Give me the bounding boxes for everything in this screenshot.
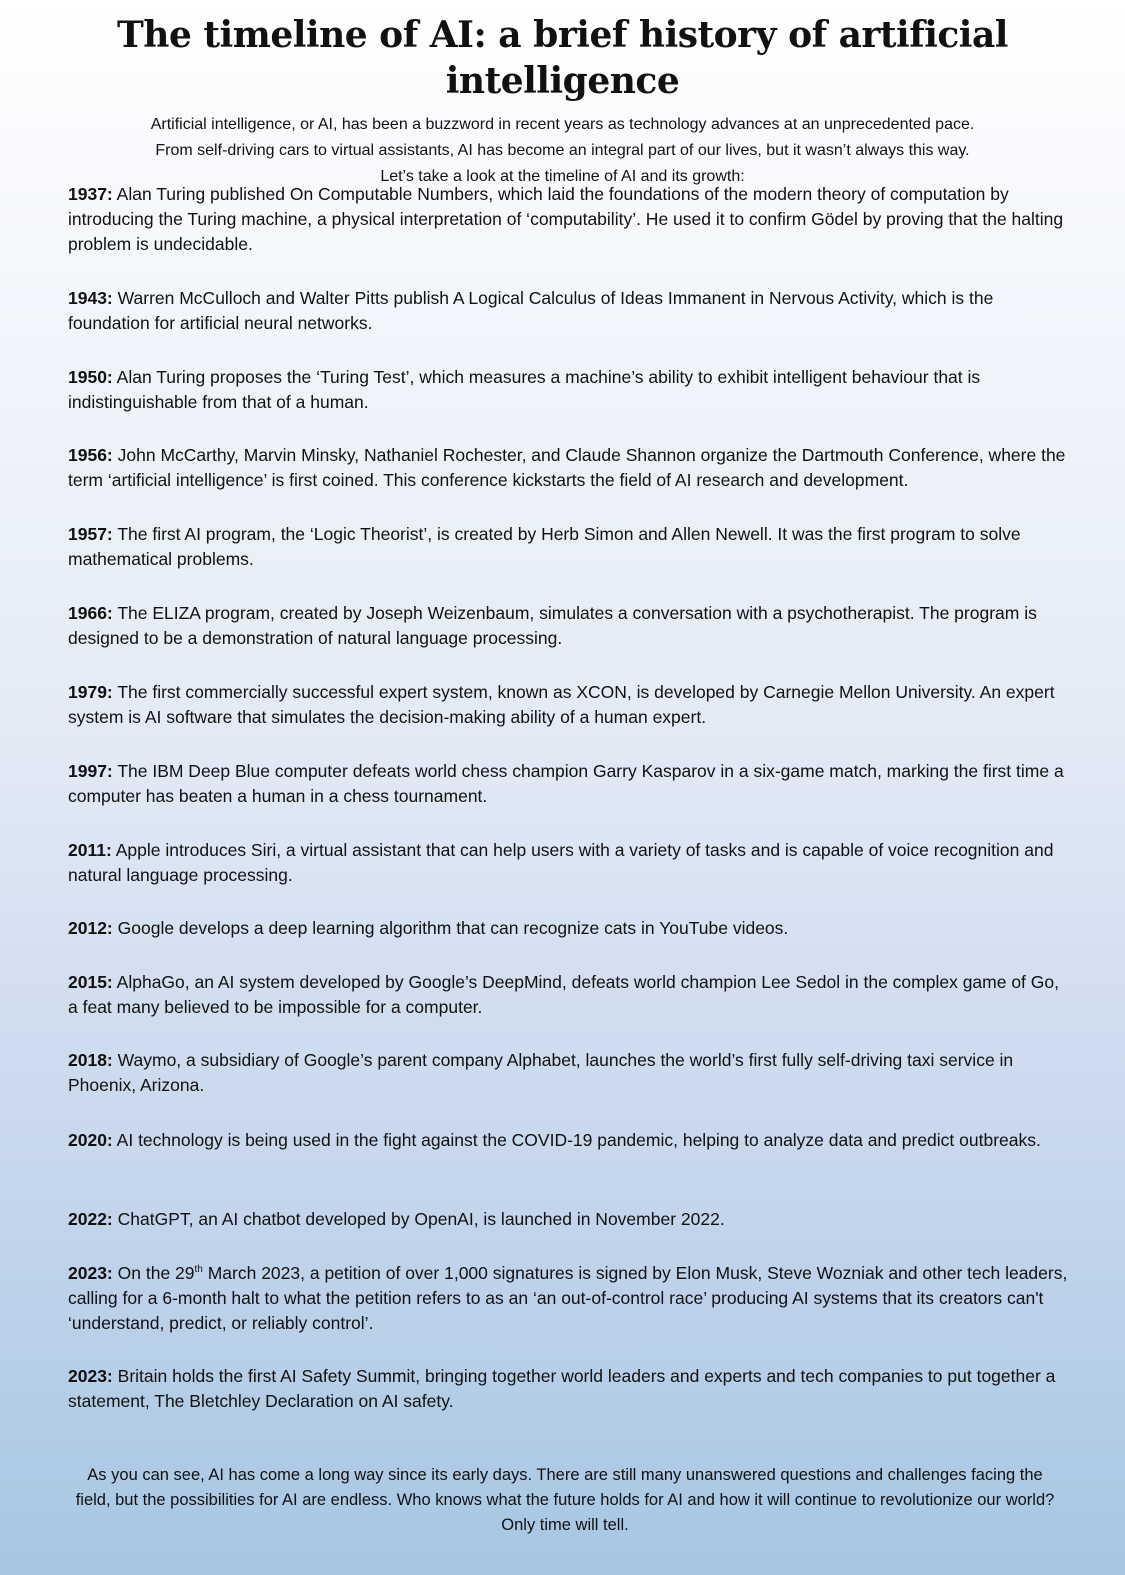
- timeline-entry: [68, 1261, 1068, 1336]
- timeline-year: 2022:: [68, 1209, 113, 1229]
- timeline-text: Waymo, a subsidiary of Google’s parent company Alphabet, launches the world’s first fully self-driving taxi service in Phoenix, Arizona.: [68, 1050, 1014, 1095]
- timeline-text: Warren McCulloch and Walter Pitts publish A Logical Calculus of Ideas Immanent in Nervous Activity, which is the foundation for artificial neural networks.: [68, 288, 994, 333]
- timeline-text: Alan Turing published On Computable Numbers, which laid the foundations of the modern theory of computation by introducing the Turing machine, a physical interpretation of ‘computability’. He used it to confirm Gödel by proving that the halting problem is undecidable.: [68, 184, 1064, 254]
- timeline-text: The IBM Deep Blue computer defeats world chess champion Garry Kasparov in a six-game match, marking the first time a computer has beaten a human in a chess tournament.: [68, 761, 1064, 806]
- timeline-text: Britain holds the first AI Safety Summit, bringing together world leaders and experts and tech companies to put together a statement, The Bletchley Declaration on AI safety.: [68, 1366, 1056, 1411]
- timeline-text: AI technology is being used in the fight against the COVID-19 pandemic, helping to analyze data and predict outbreaks.: [116, 1130, 1041, 1150]
- timeline-text: ChatGPT, an AI chatbot developed by OpenAI, is launched in November 2022.: [117, 1209, 725, 1229]
- timeline-entry: [68, 182, 1068, 257]
- timeline-year: 1943:: [68, 288, 113, 308]
- timeline-text: The first AI program, the ‘Logic Theorist’, is created by Herb Simon and Allen Newell. It was the first program to solve mathematical problems.: [68, 524, 1021, 569]
- timeline-text: John McCarthy, Marvin Minsky, Nathaniel Rochester, and Claude Shannon organize the Dartmouth Conference, where the term ‘artificial intelligence’ is first coined. This conference kickstarts the field of AI research and development.: [68, 445, 1066, 490]
- timeline-text: The ELIZA program, created by Joseph Weizenbaum, simulates a conversation with a psychotherapist. The program is designed to be a demonstration of natural language processing.: [68, 603, 1037, 648]
- timeline-text: AlphaGo, an AI system developed by Google’s DeepMind, defeats world champion Lee Sedol in the complex game of Go, a feat many believed to be impossible for a computer.: [68, 972, 1059, 1017]
- intro-paragraph: [83, 112, 1043, 190]
- timeline-year: 1979:: [68, 682, 113, 702]
- timeline-year: 1997:: [68, 761, 113, 781]
- timeline-year: 2023:: [68, 1366, 113, 1386]
- ordinal-suffix: th: [194, 1264, 203, 1276]
- timeline-entry: [68, 759, 1068, 809]
- timeline-year: 2020:: [68, 1130, 113, 1150]
- timeline-year: 2011:: [68, 840, 112, 860]
- timeline-entry: [68, 970, 1068, 1020]
- timeline-entry: [68, 680, 1068, 730]
- timeline-entry: [68, 1048, 1068, 1098]
- timeline-text: The first commercially successful expert system, known as XCON, is developed by Carnegie Mellon University. An expert system is AI software that simulates the decision-making ability of a human expert.: [68, 682, 1055, 727]
- timeline-entry: [68, 1128, 1041, 1153]
- timeline-text: Alan Turing proposes the ‘Turing Test’, which measures a machine’s ability to exhibit intelligent behaviour that is indistinguishable from that of a human.: [68, 367, 981, 412]
- timeline-text: Apple introduces Siri, a virtual assistant that can help users with a variety of tasks and is capable of voice recognition and natural language processing.: [68, 840, 1054, 885]
- intro-line: Let’s take a look at the timeline of AI and its growth:: [380, 168, 745, 185]
- closing-paragraph: As you can see, AI has come a long way since its early days. There are still many unanswered questions and challenges facing the field, but the possibilities for AI are endless. Who knows what the future holds for AI and how it will continue to revolutionize our world? Only time will tell.: [75, 1465, 1055, 1534]
- timeline-year: 2023:: [68, 1263, 113, 1283]
- timeline-entry: [68, 838, 1068, 888]
- timeline-entry: [68, 1364, 1068, 1414]
- timeline-year: 1957:: [68, 524, 113, 544]
- timeline-entry: [68, 365, 1068, 415]
- page-title: The timeline of AI: a brief history of artificial intelligence: [117, 14, 1008, 102]
- timeline-entry: [68, 522, 1068, 572]
- timeline-year: 2012:: [68, 918, 113, 938]
- timeline-entry: [68, 286, 1068, 336]
- timeline-entry: [68, 601, 1068, 651]
- timeline-entry: [68, 1207, 725, 1232]
- timeline-text: Google develops a deep learning algorithm that can recognize cats in YouTube videos.: [117, 918, 789, 938]
- timeline-year: 1937:: [68, 184, 113, 204]
- timeline-year: 2015:: [68, 972, 113, 992]
- timeline-year: 2018:: [68, 1050, 113, 1070]
- timeline-year: 1950:: [68, 367, 113, 387]
- timeline-year: 1966:: [68, 603, 113, 623]
- timeline-year: 1956:: [68, 445, 113, 465]
- timeline-text-start: On the 29: [117, 1263, 195, 1283]
- timeline-text: March 2023, a petition of over 1,000 signatures is signed by Elon Musk, Steve Wozniak and other tech leaders, calling for a 6-month halt to what the petition refers to as an ‘an out-of-control race’ producing AI systems that its creators can't ‘understand, predict, or reliably control’.: [68, 1263, 1068, 1333]
- intro-line: Artificial intelligence, or AI, has been a buzzword in recent years as technology advances at an unprecedented pace.: [150, 116, 975, 133]
- intro-line: From self-driving cars to virtual assistants, AI has become an integral part of our lives, but it wasn’t always this way.: [155, 142, 970, 159]
- timeline-entry: [68, 443, 1068, 493]
- timeline-entry: [68, 916, 788, 941]
